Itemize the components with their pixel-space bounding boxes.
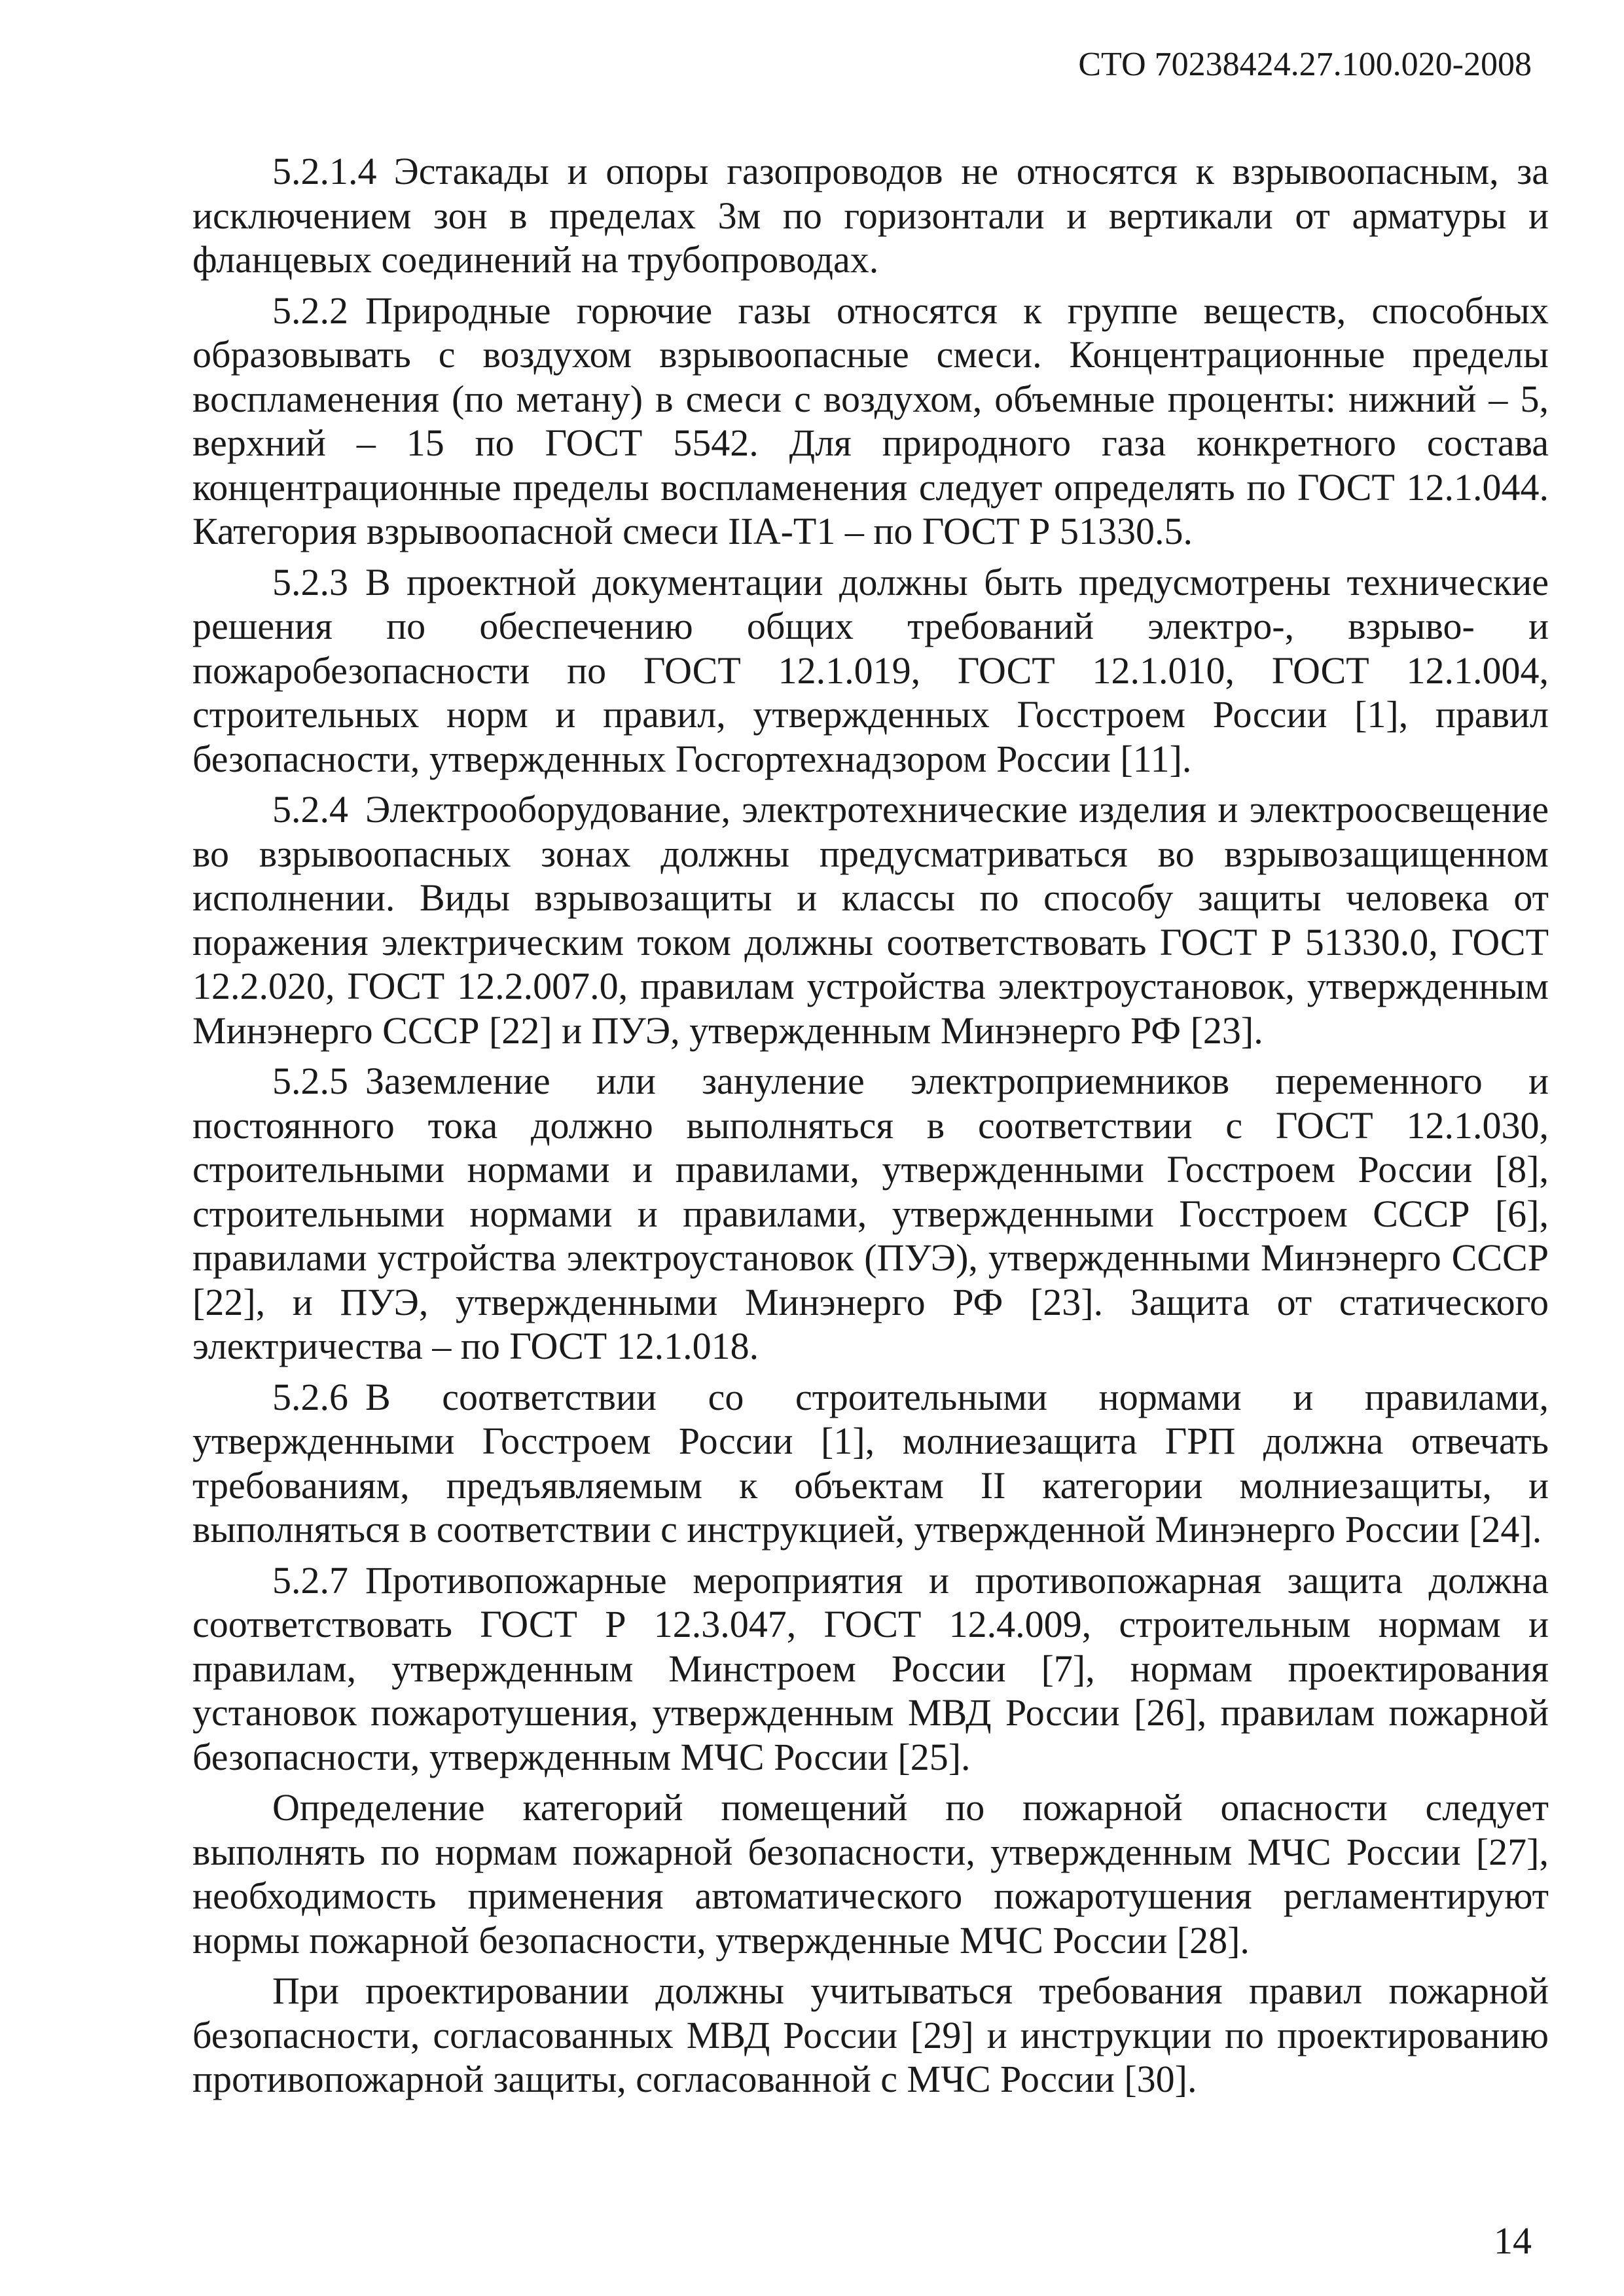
paragraph-text: Противопожарные мероприятия и противопожарная защита должна соответствовать ГОСТ Р 12.3.047, ГОСТ 12.4.009, строительным нормам и правилам, утвержденным Минстроем России [7], нормам проектирования установок пожаротушения, утвержденным МВД России [26], правилам пожарной безопасности, утвержденным МЧС России [25]. xyxy=(192,1558,1549,1778)
paragraph-5-2-2 xyxy=(192,289,1549,554)
clause-number: 5.2.1.4 xyxy=(272,150,377,192)
clause-number: 5.2.7 xyxy=(272,1558,348,1602)
paragraph-design-requirements xyxy=(192,1969,1549,2102)
paragraph-5-2-1-4 xyxy=(192,149,1549,282)
paragraph-text: Заземление или зануление электроприемников переменного и постоянного тока должно выполняться в соответствии с ГОСТ 12.1.030, строительными нормами и правилами, утвержденными Госстроем России [8], строительными нормами и правилами, утвержденными Госстроем СССР [6], правилами устройства электроустановок (ПУЭ), утвержденными Минэнерго СССР [22], и ПУЭ, утвержденными Минэнерго РФ [23]. Защита от статического электричества – по ГОСТ 12.1.018. xyxy=(192,1060,1549,1367)
paragraph-5-2-6 xyxy=(192,1375,1549,1552)
paragraph-text: Электрооборудование, электротехнические изделия и электроосвещение во взрывоопасных зонах должны предусматриваться во взрывозащищенном исполнении. Виды взрывозащиты и классы по способу защиты человека от поражения электрическим током должны соответствовать ГОСТ Р 51330.0, ГОСТ 12.2.020, ГОСТ 12.2.007.0, правилам устройства электроустановок, утвержденным Минэнерго СССР [22] и ПУЭ, утвержденным Минэнерго РФ [23]. xyxy=(192,788,1549,1052)
clause-number: 5.2.2 xyxy=(272,289,348,332)
document-code-header: СТО 70238424.27.100.020-2008 xyxy=(1078,46,1532,83)
paragraph-text: Природные горючие газы относятся к группе веществ, способных образовывать с воздухом взрывоопасные смеси. Концентрационные пределы воспламенения (по метану) в смеси с воздухом, объемные проценты: нижний – 5, верхний – 15 по ГОСТ 5542. Для природного газа конкретного состава концентрационные пределы воспламенения следует определять по ГОСТ 12.1.044. Категория взрывоопасной смеси IIА-Т1 – по ГОСТ Р 51330.5. xyxy=(192,289,1549,552)
paragraph-text: В проектной документации должны быть предусмотрены технические решения по обеспечению общих требований электро-, взрыво- и пожаробезопасности по ГОСТ 12.1.019, ГОСТ 12.1.010, ГОСТ 12.1.004, строительных норм и правил, утвержденных Госстроем России [1], правил безопасности, утвержденных Госгортехнадзором России [11]. xyxy=(192,560,1549,780)
page-number: 14 xyxy=(1494,2219,1532,2262)
paragraph-5-2-4 xyxy=(192,787,1549,1052)
clause-number: 5.2.4 xyxy=(272,788,348,831)
document-body xyxy=(192,149,1549,2102)
clause-number: 5.2.5 xyxy=(272,1060,348,1102)
paragraph-text: В соответствии со строительными нормами и правилами, утвержденными Госстроем России [1], молниезащита ГРП должна отвечать требованиям, предъявляемым к объектам II категории молниезащиты, и выполняться в соответствии с инструкцией, утвержденной Минэнерго России [24]. xyxy=(192,1375,1549,1551)
paragraph-text: Определение категорий помещений по пожарной опасности следует выполнять по нормам пожарной безопасности, утвержденным МЧС России [27], необходимость применения автоматического пожаротушения регламентируют нормы пожарной безопасности, утвержденные МЧС России [28]. xyxy=(192,1786,1549,1962)
paragraph-text: Эстакады и опоры газопроводов не относятся к взрывоопасным, за исключением зон в пределах 3м по горизонтали и вертикали от арматуры и фланцевых соединений на трубопроводах. xyxy=(192,150,1549,281)
clause-number: 5.2.3 xyxy=(272,560,348,603)
paragraph-fire-categories xyxy=(192,1785,1549,1962)
paragraph-5-2-3 xyxy=(192,560,1549,781)
paragraph-5-2-7 xyxy=(192,1558,1549,1780)
paragraph-5-2-5 xyxy=(192,1059,1549,1369)
clause-number: 5.2.6 xyxy=(272,1375,348,1418)
paragraph-text: При проектировании должны учитываться требования правил пожарной безопасности, согласованных МВД России [29] и инструкции по проектированию противопожарной защиты, согласованной с МЧС России [30]. xyxy=(192,1969,1549,2100)
